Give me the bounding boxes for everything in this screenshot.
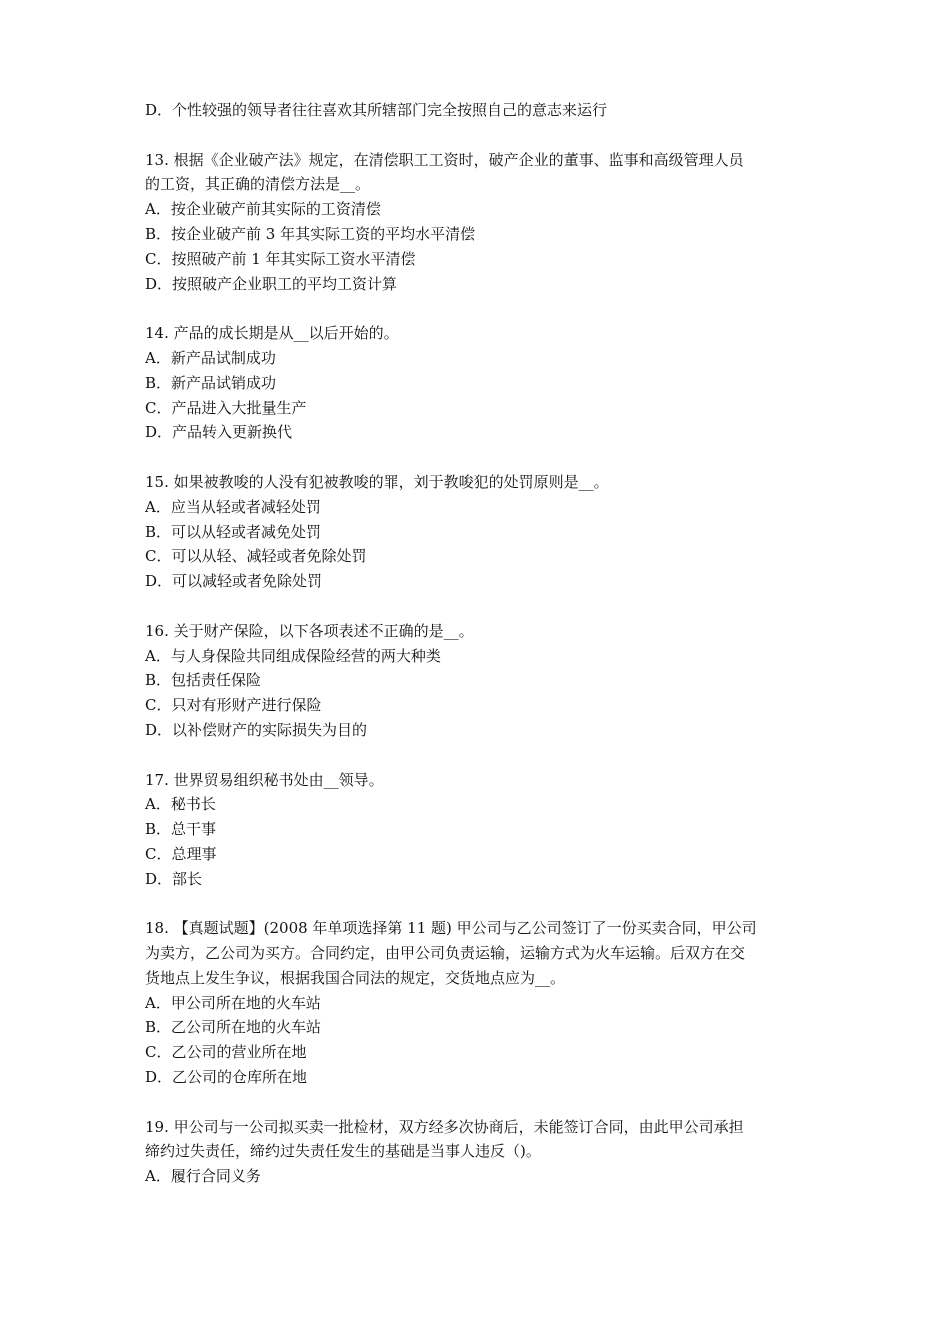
question-14 [145, 321, 825, 445]
spacer [145, 892, 825, 917]
option-b: B．乙公司所在地的火车站 [145, 1018, 322, 1037]
option-c: C．总理事 [145, 844, 217, 863]
option-c: C．乙公司的营业所在地 [145, 1043, 307, 1062]
spacer [145, 296, 825, 321]
option-a: A．甲公司所在地的火车站 [145, 993, 321, 1012]
question-stem: 为卖方，乙公司为买方。合同约定，由甲公司负责运输，运输方式为火车运输。后双方在交 [145, 944, 746, 963]
question-19 [145, 1115, 825, 1189]
option-b: B．包括责任保险 [145, 671, 262, 690]
question-13 [145, 148, 825, 297]
question-stem: 18. 【真题试题】(2008 年单项选择第 11 题) 甲公司与乙公司签订了一份买卖合同，甲公司 [145, 919, 757, 938]
option-a: A．按企业破产前其实际的工资清偿 [145, 200, 381, 219]
question-stem: 15. 如果被教唆的人没有犯被教唆的罪，刘于教唆犯的处罚原则是__。 [145, 472, 609, 491]
spacer [145, 123, 825, 148]
option-a: A．履行合同义务 [145, 1167, 261, 1186]
question-18 [145, 916, 825, 1090]
option-b: B．新产品试销成功 [145, 373, 277, 392]
option-a: A．秘书长 [145, 795, 216, 814]
question-stem: 货地点上发生争议，根据我国合同法的规定，交货地点应为__。 [145, 968, 566, 987]
question-stem: 缔约过失责任，缔约过失责任发生的基础是当事人违反（)。 [145, 1142, 541, 1161]
option-d: D．部长 [145, 869, 203, 888]
option-a: A．应当从轻或者减轻处罚 [145, 497, 321, 516]
option-b: B．按企业破产前 3 年其实际工资的平均水平清偿 [145, 224, 476, 243]
option-c: C．可以从轻、减轻或者免除处罚 [145, 547, 367, 566]
question-15 [145, 470, 825, 594]
question-stem: 的工资，其正确的清偿方法是__。 [145, 175, 371, 194]
document-page [145, 98, 825, 1189]
option-c: C．产品进入大批量生产 [145, 398, 307, 417]
option-d: D．乙公司的仓库所在地 [145, 1068, 308, 1087]
question-stem: 17. 世界贸易组织秘书处由__领导。 [145, 770, 384, 789]
option-c: C．只对有形财产进行保险 [145, 696, 322, 715]
option-a: A．新产品试制成功 [145, 348, 276, 367]
question-17 [145, 768, 825, 892]
option-d: D．按照破产企业职工的平均工资计算 [145, 274, 398, 293]
option-c: C．按照破产前 1 年其实际工资水平清偿 [145, 249, 416, 268]
question-stem: 16. 关于财产保险，以下各项表述不正确的是__。 [145, 621, 474, 640]
lead-option: D．个性较强的领导者往往喜欢其所辖部门完全按照自己的意志来运行 [145, 101, 608, 119]
spacer [145, 445, 825, 470]
spacer [145, 594, 825, 619]
option-d: D．产品转入更新换代 [145, 423, 293, 442]
question-stem: 14. 产品的成长期是从__以后开始的。 [145, 324, 399, 343]
option-d: D．可以减轻或者免除处罚 [145, 572, 323, 591]
spacer [145, 1090, 825, 1115]
question-stem: 19. 甲公司与一公司拟买卖一批检材，双方经多次协商后，未能签订合同，由此甲公司承担 [145, 1117, 744, 1136]
option-b: B．总干事 [145, 820, 217, 839]
option-d: D．以补偿财产的实际损失为目的 [145, 720, 368, 739]
question-stem: 13. 根据《企业破产法》规定，在清偿职工工资时，破产企业的董事、监事和高级管理人员 [145, 150, 744, 169]
option-b: B．可以从轻或者减免处罚 [145, 522, 322, 541]
question-16 [145, 619, 825, 743]
option-a: A．与人身保险共同组成保险经营的两大种类 [145, 646, 441, 665]
spacer [145, 743, 825, 768]
